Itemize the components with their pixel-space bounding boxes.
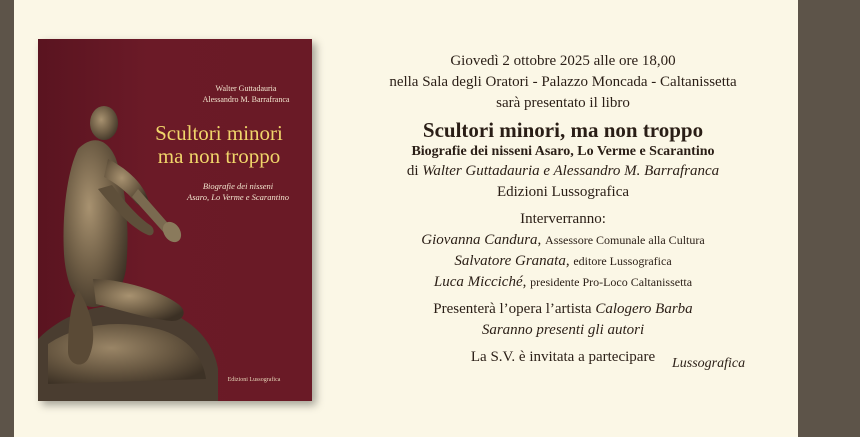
presenter-prefix: Presenterà l’opera l’artista [433,301,592,317]
authors-names: Walter Guttadauria e Alessandro M. Barrafranca [422,163,720,179]
presenter-name: Calogero Barba [595,301,693,317]
rsvp-line: La S.V. è invitata a partecipare [470,349,656,365]
speaker-name: Giovanna Candura [421,232,538,248]
book-title-heading: Scultori minori, ma non troppo [422,118,704,142]
speaker-sep: , [522,274,527,290]
speaker-sep: , [565,253,570,269]
speakers-heading: Interverranno: [520,211,606,227]
event-date: Giovedì 2 ottobre 2025 alle ore 18,00 [450,53,676,69]
authors-line [342,161,784,182]
speaker-line [342,230,784,251]
speaker-sep: , [537,232,542,248]
speaker-role: editore Lussografica [573,254,672,268]
publisher-line: Edizioni Lussografica [496,184,630,200]
event-intro: sarà presentato il libro [496,95,630,111]
speaker-role: Assessore Comunale alla Cultura [545,233,705,247]
speaker-role: presidente Pro-Loco Caltanissetta [530,275,693,289]
speaker-line [342,272,784,293]
speaker-line [342,251,784,272]
invitation-card [14,0,798,437]
book-title: Scultori minori ma non troppo [155,121,283,168]
book-subtitle: Biografie dei nisseni Asaro, Lo Verme e Scarantino [187,181,289,202]
speaker-name: Salvatore Granata [454,253,566,269]
book-cover [38,39,312,401]
signature: Lussografica [672,356,746,371]
book-subtitle-heading: Biografie dei nisseni Asaro, Lo Verme e Scarantino [411,144,715,159]
book-publisher: Edizioni Lussografica [227,377,281,383]
event-venue: nella Sala degli Oratori - Palazzo Moncada - Caltanissetta [389,74,737,90]
left-frame [0,0,14,437]
presenter-line [342,299,784,320]
invitation-text [342,51,784,368]
book-authors: Walter Guttadauria Alessandro M. Barrafranca [202,84,290,104]
right-frame [798,0,860,437]
speaker-name: Luca Micciché [433,274,523,290]
by-prefix: di [406,163,419,179]
authors-present: Saranno presenti gli autori [481,322,645,338]
